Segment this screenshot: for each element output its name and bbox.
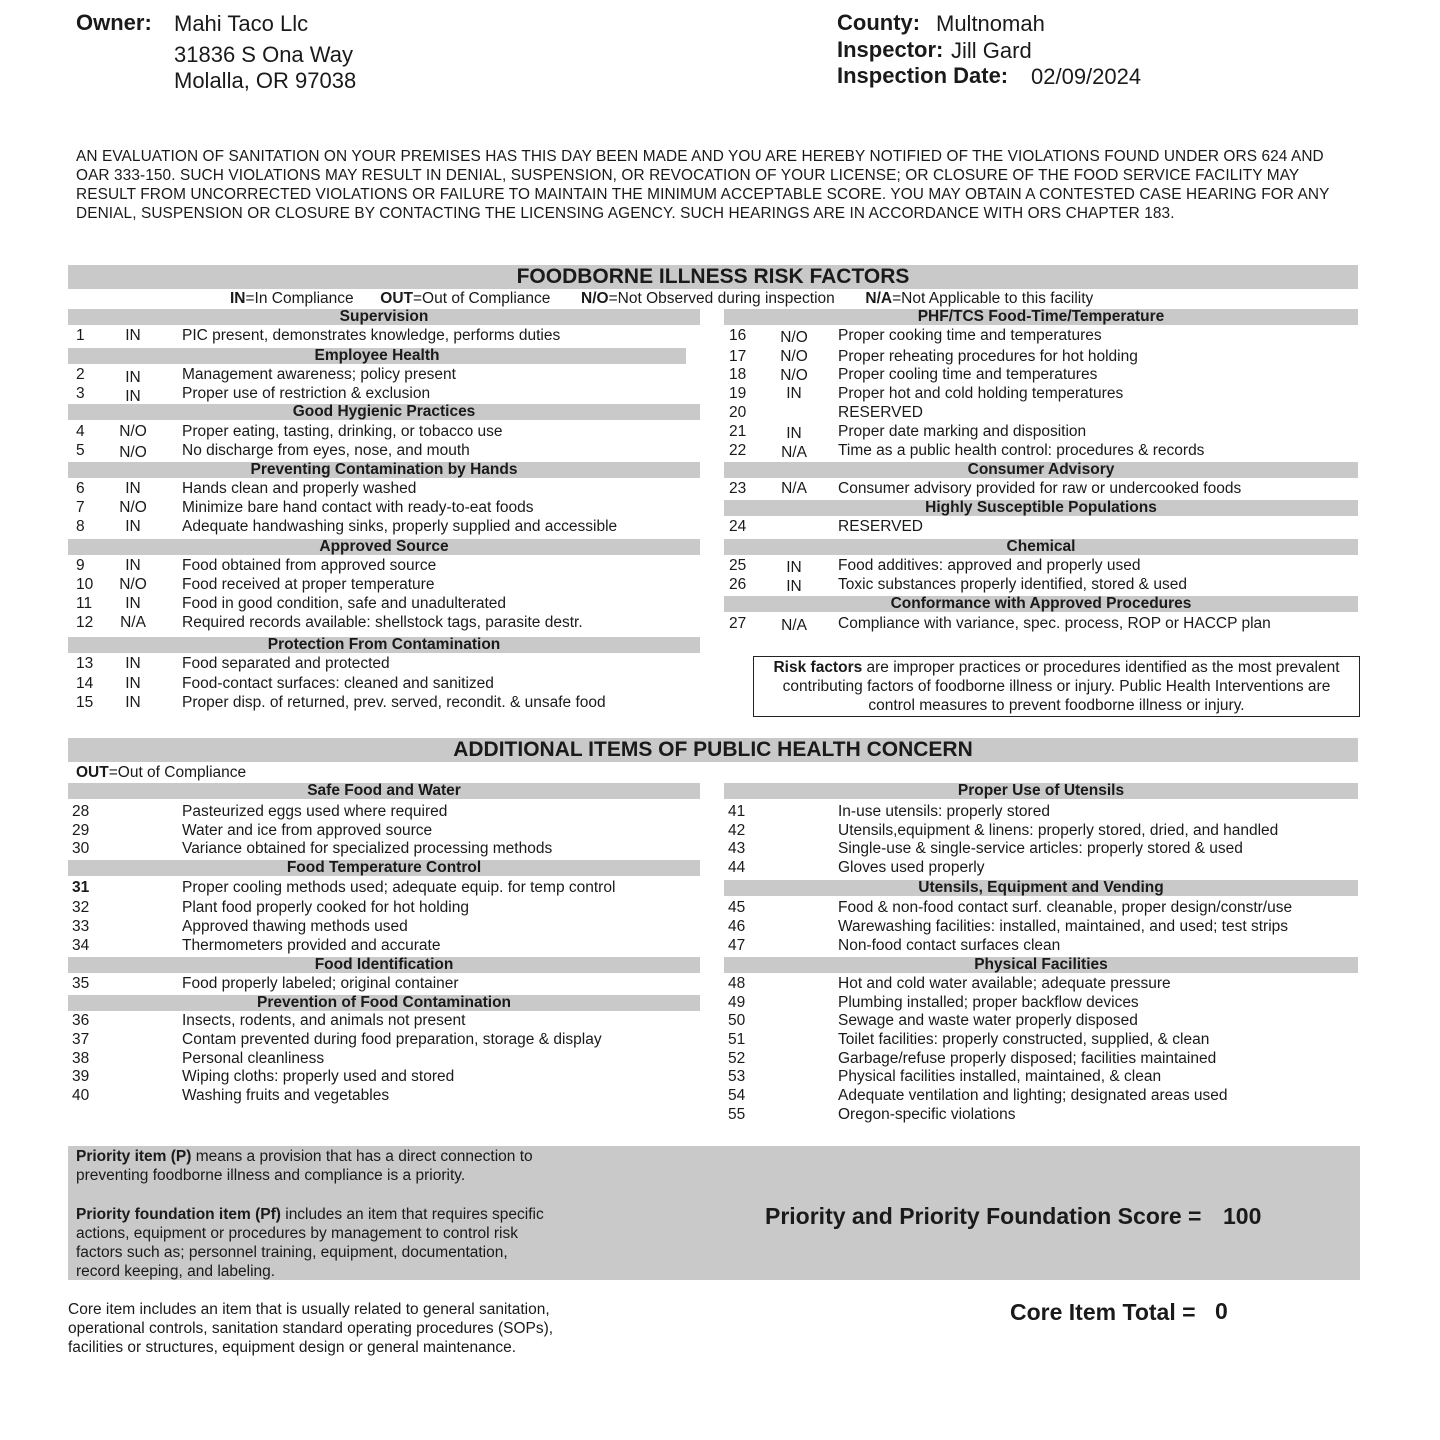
core-item-line2: operational controls, sanitation standard operating procedures (SOPs),: [68, 1320, 554, 1337]
item-status: N/O: [119, 499, 147, 516]
item-number: 42: [728, 822, 746, 839]
item-description: Proper eating, tasting, drinking, or tobacco use: [182, 423, 503, 440]
item-status: N/A: [781, 617, 807, 634]
legend-in-text: =In Compliance: [245, 290, 354, 307]
inspection-date-label: Inspection Date:: [837, 63, 1009, 88]
risk-item: [76, 498, 696, 517]
additional-item: [728, 1030, 1354, 1049]
owner-address-line1: 31836 S Ona Way: [174, 42, 353, 67]
core-item-definition: [68, 1300, 628, 1357]
item-status: N/A: [781, 480, 807, 497]
item-description: Warewashing facilities: installed, maintained, and used; test strips: [838, 918, 1289, 935]
item-number: 31: [72, 879, 90, 896]
item-number: 49: [728, 994, 746, 1011]
item-number: 16: [729, 327, 747, 344]
item-number: 2: [76, 366, 85, 383]
section-highly-susceptible: Highly Susceptible Populations: [724, 500, 1358, 516]
risk-item: [76, 693, 696, 712]
additional-item: [728, 1086, 1354, 1105]
item-number: 24: [729, 518, 747, 535]
item-description: Personal cleanliness: [182, 1050, 325, 1067]
additional-items-title: ADDITIONAL ITEMS OF PUBLIC HEALTH CONCERN: [453, 738, 973, 761]
additional-item: [72, 974, 702, 993]
item-description: Proper hot and cold holding temperatures: [838, 385, 1124, 402]
section-utensils-equipment-vending: Utensils, Equipment and Vending: [724, 880, 1358, 896]
item-number: 14: [76, 675, 94, 692]
section-phf-tcs: PHF/TCS Food-Time/Temperature: [724, 309, 1358, 325]
item-number: 15: [76, 694, 94, 711]
item-description: Variance obtained for specialized processing methods: [182, 840, 553, 857]
item-status: IN: [125, 694, 141, 711]
item-status: IN: [125, 557, 141, 574]
additional-item: [72, 936, 702, 955]
item-number: 10: [76, 576, 94, 593]
county-label: County:: [837, 10, 921, 35]
item-number: 37: [72, 1031, 90, 1048]
item-description: Food obtained from approved source: [182, 557, 437, 574]
additional-item: [728, 1049, 1354, 1068]
additional-item: [72, 917, 702, 936]
item-number: 5: [76, 442, 85, 459]
item-number: 55: [728, 1106, 746, 1123]
risk-item: [76, 479, 696, 498]
risk-item: [729, 403, 1354, 422]
item-description: Gloves used properly: [838, 859, 985, 876]
item-description: Toilet facilities: properly constructed, supplied, & clean: [838, 1031, 1210, 1048]
item-status: IN: [125, 480, 141, 497]
item-status: IN: [125, 655, 141, 672]
item-number: 51: [728, 1031, 746, 1048]
owner-label: Owner:: [76, 10, 152, 35]
item-description: Single-use & single-service articles: properly stored & used: [838, 840, 1243, 857]
legend-na-key: N/A: [865, 290, 893, 307]
additional-item: [72, 821, 702, 840]
risk-item: [729, 517, 1354, 536]
item-number: 33: [72, 918, 90, 935]
item-status: N/A: [120, 614, 146, 631]
priority-foundation-line2: actions, equipment or procedures by management to control risk: [76, 1225, 518, 1242]
priority-foundation-line4: record keeping, and labeling.: [76, 1263, 276, 1280]
item-status: N/O: [780, 329, 808, 346]
item-status: N/O: [780, 367, 808, 384]
item-number: 34: [72, 937, 90, 954]
item-number: 50: [728, 1012, 746, 1029]
item-status: N/O: [119, 423, 147, 440]
additional-item: [728, 974, 1354, 993]
item-number: 32: [72, 899, 90, 916]
item-description: Thermometers provided and accurate: [182, 937, 441, 954]
owner-address-line2: Molalla, OR 97038: [174, 68, 357, 93]
item-status: IN: [786, 425, 802, 442]
core-item-total-value: 0: [1215, 1298, 1228, 1324]
item-number: 52: [728, 1050, 746, 1067]
section-prevention-food-contamination: Prevention of Food Contamination: [68, 995, 700, 1011]
risk-box-line1: are improper practices or procedures identified as the most prevalent: [862, 659, 1340, 676]
item-description: Proper cooling time and temperatures: [838, 366, 1098, 383]
inspector-label: Inspector:: [837, 37, 944, 62]
item-description: Food additives: approved and properly used: [838, 557, 1141, 574]
additional-item: [728, 839, 1354, 858]
item-number: 9: [76, 557, 85, 574]
risk-item: [76, 365, 696, 384]
item-description: Oregon-specific violations: [838, 1106, 1016, 1123]
section-protection-from-contamination: Protection From Contamination: [68, 637, 700, 653]
item-description: Contam prevented during food preparation, storage & display: [182, 1031, 602, 1048]
item-description: Washing fruits and vegetables: [182, 1087, 390, 1104]
item-description: No discharge from eyes, nose, and mouth: [182, 442, 470, 459]
item-description: Plumbing installed; proper backflow devices: [838, 994, 1139, 1011]
risk-factors-title: FOODBORNE ILLNESS RISK FACTORS: [516, 265, 910, 288]
risk-box-line3: control measures to prevent foodborne illness or injury.: [868, 697, 1245, 714]
item-description: Pasteurized eggs used where required: [182, 803, 448, 820]
item-number: 19: [729, 385, 747, 402]
section-chemical: Chemical: [724, 539, 1358, 555]
additional-legend: [76, 764, 246, 782]
item-description: Hot and cold water available; adequate pressure: [838, 975, 1171, 992]
priority-foundation-bold: Priority foundation item (Pf): [76, 1206, 281, 1223]
item-description: Minimize bare hand contact with ready-to-eat foods: [182, 499, 534, 516]
risk-item: [729, 575, 1354, 594]
additional-item: [72, 1067, 702, 1086]
item-number: 36: [72, 1012, 90, 1029]
item-description: Proper reheating procedures for hot holding: [838, 348, 1138, 365]
item-number: 29: [72, 822, 90, 839]
legend-in-key: IN: [230, 290, 246, 307]
item-description: Insects, rodents, and animals not present: [182, 1012, 466, 1029]
additional-item: [728, 993, 1354, 1012]
risk-item: [729, 365, 1354, 384]
priority-foundation-line3: factors such as; personnel training, equipment, documentation,: [76, 1244, 508, 1261]
legend-out-key: OUT: [380, 290, 413, 307]
item-number: 46: [728, 918, 746, 935]
additional-item: [728, 1011, 1354, 1030]
risk-item: [76, 422, 696, 441]
core-item-total-label: Core Item Total =: [1010, 1299, 1196, 1325]
item-description: Food & non-food contact surf. cleanable, proper design/constr/use: [838, 899, 1293, 916]
additional-item: [728, 802, 1354, 821]
item-description: Food in good condition, safe and unadulterated: [182, 595, 507, 612]
item-number: 40: [72, 1087, 90, 1104]
risk-item: [76, 556, 696, 575]
inspector-value: Jill Gard: [951, 38, 1032, 63]
item-status: IN: [786, 559, 802, 576]
item-number: 38: [72, 1050, 90, 1067]
item-description: Toxic substances properly identified, stored & used: [838, 576, 1187, 593]
item-status: N/A: [781, 444, 807, 461]
item-number: 43: [728, 840, 746, 857]
item-description: Proper use of restriction & exclusion: [182, 385, 431, 402]
item-number: 13: [76, 655, 94, 672]
risk-item: [76, 384, 696, 403]
item-number: 22: [729, 442, 747, 459]
risk-item: [76, 517, 696, 536]
risk-item: [729, 347, 1354, 366]
item-status: IN: [125, 595, 141, 612]
item-number: 17: [729, 348, 747, 365]
additional-item: [728, 1105, 1354, 1124]
additional-item: [72, 1011, 702, 1030]
risk-item: [76, 654, 696, 673]
item-description: Proper cooling methods used; adequate equip. for temp control: [182, 879, 616, 896]
additional-legend-text: =Out of Compliance: [108, 764, 247, 781]
item-description: Proper date marking and disposition: [838, 423, 1087, 440]
item-number: 25: [729, 557, 747, 574]
legend-no-key: N/O: [581, 290, 609, 307]
priority-score-value: 100: [1223, 1203, 1262, 1229]
risk-item: [729, 326, 1354, 345]
risk-item: [729, 422, 1354, 441]
risk-item: [729, 479, 1354, 498]
additional-item: [728, 917, 1354, 936]
item-number: 28: [72, 803, 90, 820]
county-value: Multnomah: [936, 11, 1045, 36]
section-safe-food-water: Safe Food and Water: [68, 783, 700, 799]
item-description: Proper disp. of returned, prev. served, recondit. & unsafe food: [182, 694, 606, 711]
item-number: 27: [729, 615, 747, 632]
item-status: N/O: [119, 576, 147, 593]
item-description: Garbage/refuse properly disposed; facilities maintained: [838, 1050, 1217, 1067]
owner-name: Mahi Taco Llc: [174, 11, 309, 36]
risk-box-bold: Risk factors: [773, 659, 863, 676]
item-description: Food-contact surfaces: cleaned and sanitized: [182, 675, 494, 692]
item-number: 8: [76, 518, 85, 535]
item-number: 39: [72, 1068, 90, 1085]
risk-item: [729, 614, 1354, 633]
item-description: Management awareness; policy present: [182, 366, 456, 383]
priority-item-line2: preventing foodborne illness and compliance is a priority.: [76, 1167, 466, 1184]
additional-item: [72, 898, 702, 917]
item-description: RESERVED: [838, 404, 923, 421]
risk-item: [76, 326, 696, 345]
item-number: 41: [728, 803, 746, 820]
additional-item: [72, 839, 702, 858]
item-description: Required records available: shellstock tags, parasite destr.: [182, 614, 583, 631]
violation-notice: AN EVALUATION OF SANITATION ON YOUR PREMISES HAS THIS DAY BEEN MADE AND YOU ARE HEREBY NOTIFIED OF THE VIOLATIONS FOUND UNDER ORS 624 AND OAR 333-150. SUCH VIOLATIONS MAY RESULT IN DENIAL, SUSPENSION, OR REVOCATION OF YOUR LICENSE; OR CLOSURE OF THE FOOD SERVICE FACILITY MAY RESULT FROM UNCORRECTED VIOLATIONS OR FAILURE TO MAINTAIN THE MINIMUM ACCEPTABLE SCORE. YOU MAY OBTAIN A CONTESTED CASE HEARING FOR ANY DENIAL, SUSPENSION OR CLOSURE BY CONTACTING THE LICENSING AGENCY. SUCH HEARINGS ARE IN ACCORDANCE WITH ORS CHAPTER 183.: [76, 148, 1330, 222]
item-number: 4: [76, 423, 85, 440]
additional-item: [728, 936, 1354, 955]
priority-score-label: Priority and Priority Foundation Score =: [765, 1203, 1202, 1229]
item-status: IN: [125, 369, 141, 386]
risk-legend: [230, 290, 1093, 308]
risk-item: [76, 575, 696, 594]
item-number: 7: [76, 499, 85, 516]
section-employee-health: Employee Health: [68, 348, 686, 364]
item-description: Hands clean and properly washed: [182, 480, 417, 497]
inspection-date-value: 02/09/2024: [1031, 64, 1142, 89]
item-description: Proper cooking time and temperatures: [838, 327, 1102, 344]
item-number: 26: [729, 576, 747, 593]
item-description: Compliance with variance, spec. process, ROP or HACCP plan: [838, 615, 1271, 632]
item-description: Water and ice from approved source: [182, 822, 433, 839]
risk-item: [76, 441, 696, 460]
legend-na-text: =Not Applicable to this facility: [892, 290, 1094, 307]
item-number: 35: [72, 975, 90, 992]
item-description: Adequate handwashing sinks, properly supplied and accessible: [182, 518, 618, 535]
item-number: 11: [76, 595, 93, 612]
item-description: Food separated and protected: [182, 655, 390, 672]
additional-item: [728, 1067, 1354, 1086]
item-number: 12: [76, 614, 94, 631]
item-number: 47: [728, 937, 746, 954]
priority-item-line1: means a provision that has a direct connection to: [191, 1148, 533, 1165]
item-number: 30: [72, 840, 90, 857]
item-description: RESERVED: [838, 518, 923, 535]
item-status: IN: [125, 388, 141, 405]
section-approved-source: Approved Source: [68, 539, 700, 555]
item-description: Non-food contact surfaces clean: [838, 937, 1061, 954]
risk-item: [76, 674, 696, 693]
item-description: Utensils,equipment & linens: properly stored, dried, and handled: [838, 822, 1279, 839]
item-number: 21: [729, 423, 747, 440]
risk-item: [729, 556, 1354, 575]
additional-item: [728, 858, 1354, 877]
item-status: IN: [786, 578, 802, 595]
additional-item: [72, 1086, 702, 1105]
item-status: IN: [125, 518, 141, 535]
item-description: Physical facilities installed, maintained, & clean: [838, 1068, 1162, 1085]
legend-out-text: =Out of Compliance: [412, 290, 551, 307]
item-status: N/O: [780, 348, 808, 365]
core-item-line3: facilities or structures, equipment design or general maintenance.: [68, 1339, 517, 1356]
item-status: N/O: [119, 444, 147, 461]
item-number: 3: [76, 385, 85, 402]
item-description: Food properly labeled; original container: [182, 975, 459, 992]
section-physical-facilities: Physical Facilities: [724, 957, 1358, 973]
section-conformance: Conformance with Approved Procedures: [724, 596, 1358, 612]
legend-no-text: =Not Observed during inspection: [608, 290, 835, 307]
priority-item-bold: Priority item (P): [76, 1148, 192, 1165]
item-description: Adequate ventilation and lighting; designated areas used: [838, 1087, 1228, 1104]
item-number: 54: [728, 1087, 746, 1104]
risk-factors-info-box: [753, 656, 1360, 717]
risk-item: [76, 613, 696, 632]
item-status: IN: [125, 675, 141, 692]
section-supervision: Supervision: [68, 309, 700, 325]
core-item-line1: Core item includes an item that is usually related to general sanitation,: [68, 1301, 550, 1318]
item-description: Sewage and waste water properly disposed: [838, 1012, 1138, 1029]
item-description: Food received at proper temperature: [182, 576, 435, 593]
section-food-identification: Food Identification: [68, 957, 700, 973]
item-description: Consumer advisory provided for raw or undercooked foods: [838, 480, 1242, 497]
item-number: 18: [729, 366, 747, 383]
item-description: PIC present, demonstrates knowledge, performs duties: [182, 327, 561, 344]
item-description: Approved thawing methods used: [182, 918, 408, 935]
item-number: 1: [76, 327, 85, 344]
additional-item: [72, 1030, 702, 1049]
item-number: 53: [728, 1068, 746, 1085]
additional-item: [728, 898, 1354, 917]
risk-item: [76, 594, 696, 613]
item-number: 45: [728, 899, 746, 916]
item-description: In-use utensils: properly stored: [838, 803, 1050, 820]
item-number: 6: [76, 480, 85, 497]
item-number: 23: [729, 480, 747, 497]
item-status: IN: [786, 385, 802, 402]
item-description: Plant food properly cooked for hot holding: [182, 899, 469, 916]
item-description: Time as a public health control: procedures & records: [838, 442, 1205, 459]
section-good-hygienic-practices: Good Hygienic Practices: [68, 404, 700, 420]
section-consumer-advisory: Consumer Advisory: [724, 462, 1358, 478]
item-description: Wiping cloths: properly used and stored: [182, 1068, 455, 1085]
section-preventing-contamination-hands: Preventing Contamination by Hands: [68, 462, 700, 478]
item-number: 48: [728, 975, 746, 992]
item-status: IN: [125, 327, 141, 344]
risk-item: [729, 441, 1354, 460]
additional-item: [72, 802, 702, 821]
priority-foundation-line1: includes an item that requires specific: [280, 1206, 544, 1223]
section-food-temperature-control: Food Temperature Control: [68, 860, 700, 876]
additional-item: [72, 1049, 702, 1068]
item-number: 20: [729, 404, 747, 421]
section-proper-use-utensils: Proper Use of Utensils: [724, 783, 1358, 799]
risk-item: [729, 384, 1354, 403]
additional-item: [72, 878, 702, 897]
additional-legend-key: OUT: [76, 764, 109, 781]
item-number: 44: [728, 859, 746, 876]
risk-box-line2: contributing factors of foodborne illness or injury. Public Health Interventions are: [782, 678, 1331, 695]
additional-item: [728, 821, 1354, 840]
priority-foundation-definition: [76, 1205, 596, 1281]
priority-item-definition: [76, 1147, 596, 1185]
